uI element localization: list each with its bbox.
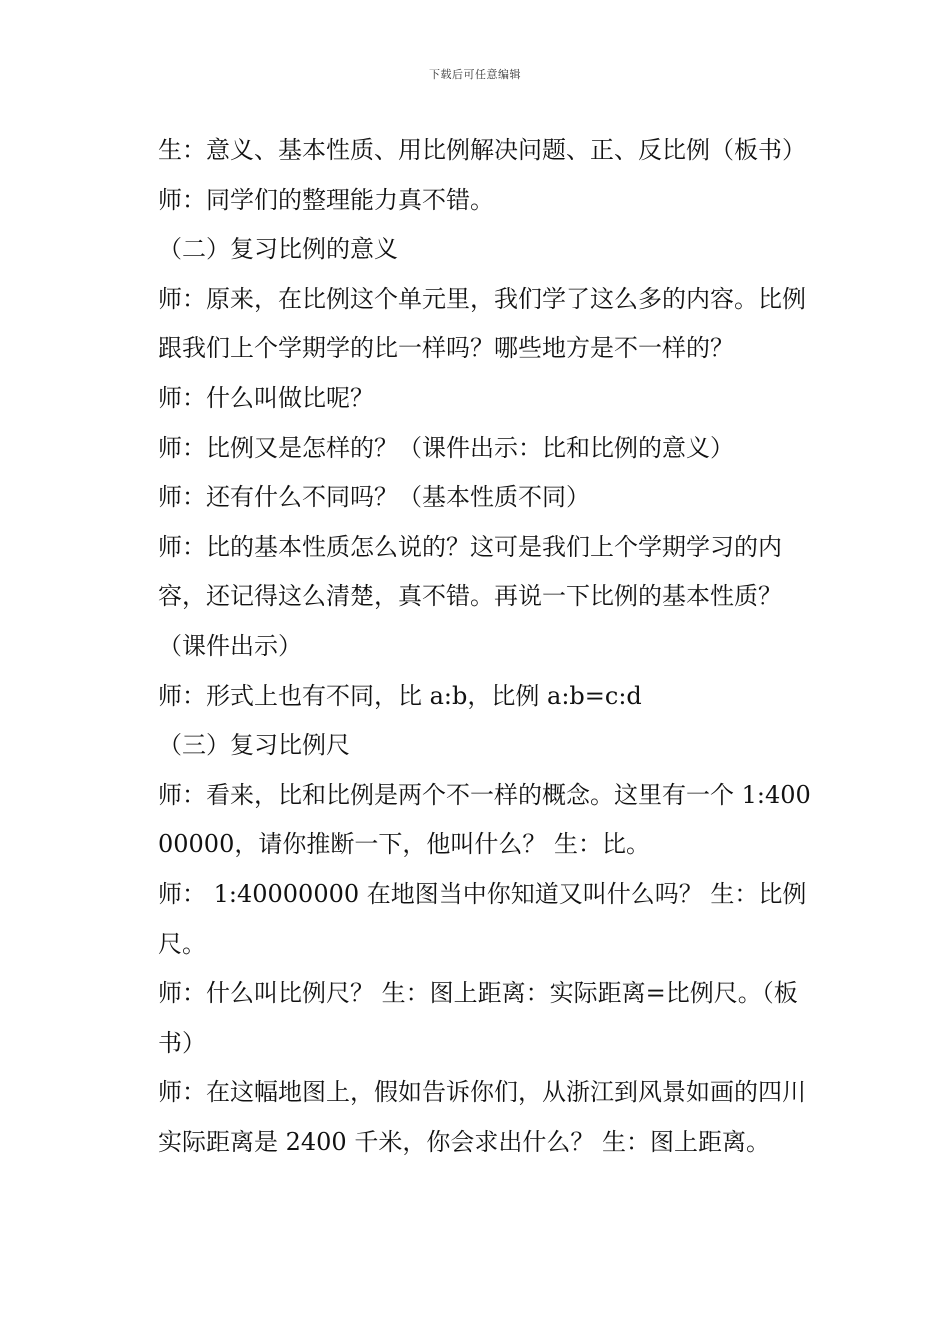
paragraph: 师：还有什么不同吗？（基本性质不同）	[158, 483, 590, 512]
paragraph: 师：什么叫比例尺？ 生：图上距离：实际距离=比例尺。（板书）	[158, 979, 798, 1057]
paragraph: 师：在这幅地图上，假如告诉你们，从浙江到风景如画的四川实际距离是 2400 千米，你会求出什么？ 生：图上距离。	[158, 1078, 806, 1156]
section-heading: （二）复习比例的意义	[158, 235, 398, 264]
paragraph: 师：原来，在比例这个单元里，我们学了这么多的内容。比例跟我们上个学期学的比一样吗？哪些地方是不一样的？	[158, 284, 806, 363]
paragraph: 师：比的基本性质怎么说的？这可是我们上个学期学习的内容，还记得这么清楚，真不错。再说一下比例的基本性质？（课件出示）	[158, 532, 782, 660]
paragraph: 师： 1:40000000 在地图当中你知道又叫什么吗？ 生：比例尺。	[158, 879, 807, 958]
page-header-note: 下载后可任意编辑	[429, 68, 521, 81]
paragraph: 师：形式上也有不同，比 a:b，比例 a:b=c:d	[158, 681, 642, 710]
paragraph: 师：什么叫做比呢？	[158, 383, 374, 412]
section-heading: （三）复习比例尺	[158, 731, 350, 760]
paragraph: 生：意义、基本性质、用比例解决问题、正、反比例（板书）	[158, 136, 806, 164]
paragraph: 师：同学们的整理能力真不错。	[158, 185, 494, 214]
paragraph: 师：比例又是怎样的？（课件出示：比和比例的意义）	[158, 433, 734, 462]
paragraph: 师：看来，比和比例是两个不一样的概念。这里有一个 1:40000000，请你推断一下，他叫什么？ 生：比。	[158, 780, 811, 859]
lesson-transcript	[146, 126, 826, 1167]
